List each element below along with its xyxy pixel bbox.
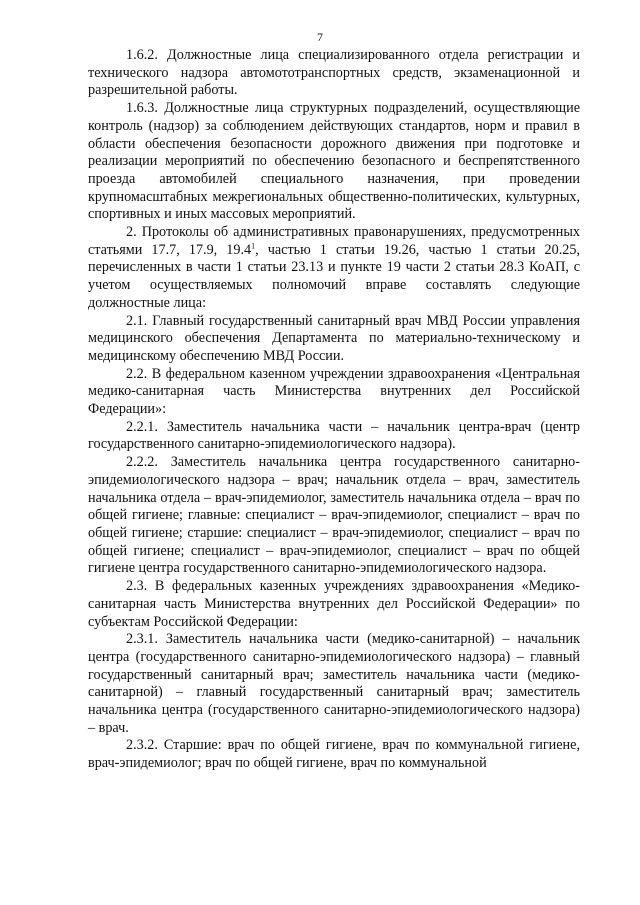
paragraph-1-6-2: 1.6.2. Должностные лица специализированного отдела регистрации и технического надзора автомототранспортных средств, экзаменационной и разрешительной работы. (88, 47, 580, 99)
paragraph-2 (88, 224, 580, 313)
paragraph-2-text: 2. Протоколы об административных правонарушениях, предусмотренных статьями 17.7, 17.9, 19.4 (88, 224, 580, 258)
document-body (88, 47, 580, 773)
paragraph-1-6-3: 1.6.3. Должностные лица структурных подразделений, осуществляющие контроль (надзор) за соблюдением действующих стандартов, норм и правил в области обеспечения безопасности дорожного движения при подготовке и реализации мероприятий по обеспечению безопасного и беспрепятственного проезда автомобилей специального назначения, при проведении крупномасштабных межрегиональных общественно-политических, культурных, спортивных и иных массовых мероприятий. (88, 100, 580, 223)
paragraph-2-3-2: 2.3.2. Старшие: врач по общей гигиене, врач по коммунальной гигиене, врач-эпидемиолог; врач по общей гигиене, врач по коммунальной (88, 737, 580, 772)
paragraph-2-1: 2.1. Главный государственный санитарный врач МВД России управления медицинского обеспечения Департамента по материально-техническому и медицинскому обеспечению МВД России. (88, 312, 580, 364)
paragraph-2-2-2: 2.2.2. Заместитель начальника центра государственного санитарно-эпидемиологического надзора – врач; начальник отдела – врач, заместитель начальника отдела – врач-эпидемиолог, заместитель начальника отдела – врач по общей гигиене; главные: специалист – врач-эпидемиолог, специалист – врач по общей гигиене; старшие: специалист – врач-эпидемиолог, специалист – врач по общей гигиене; специалист – врач-эпидемиолог, специалист – врач по общей гигиене центра государственного санитарно-эпидемиологического надзора. (88, 454, 580, 577)
paragraph-2-2: 2.2. В федеральном казенном учреждении здравоохранения «Центральная медико-санитарная часть Министерства внутренних дел Российской Федерации»: (88, 365, 580, 418)
page-number: 7 (317, 30, 323, 44)
paragraph-2-3-1: 2.3.1. Заместитель начальника части (медико-санитарной) – начальник центра (государственного санитарно-эпидемиологического надзора) – главный государственный санитарный врач; заместитель начальника части (медико-санитарной) – главный государственный санитарный врач; заместитель начальника центра (государственного санитарно-эпидемиологического надзора) – врач. (88, 631, 580, 736)
footnote-mark: 1 (251, 241, 256, 250)
paragraph-2-2-1: 2.2.1. Заместитель начальника части – начальник центра-врач (центр государственного санитарно-эпидемиологического надзора). (88, 418, 580, 453)
paragraph-2-3: 2.3. В федеральных казенных учреждениях здравоохранения «Медико-санитарная часть Министерства внутренних дел Российской Федерации» по субъектам Российской Федерации: (88, 578, 580, 630)
paragraph-2-continuation: , частью 1 статьи 19.26, частью 1 статьи 20.25, перечисленных в части 1 статьи 23.13 и пункте 19 части 2 статьи 28.3 КоАП, с учетом осуществляемых полномочий вправе составлять следующие должностные лица: (88, 241, 580, 311)
